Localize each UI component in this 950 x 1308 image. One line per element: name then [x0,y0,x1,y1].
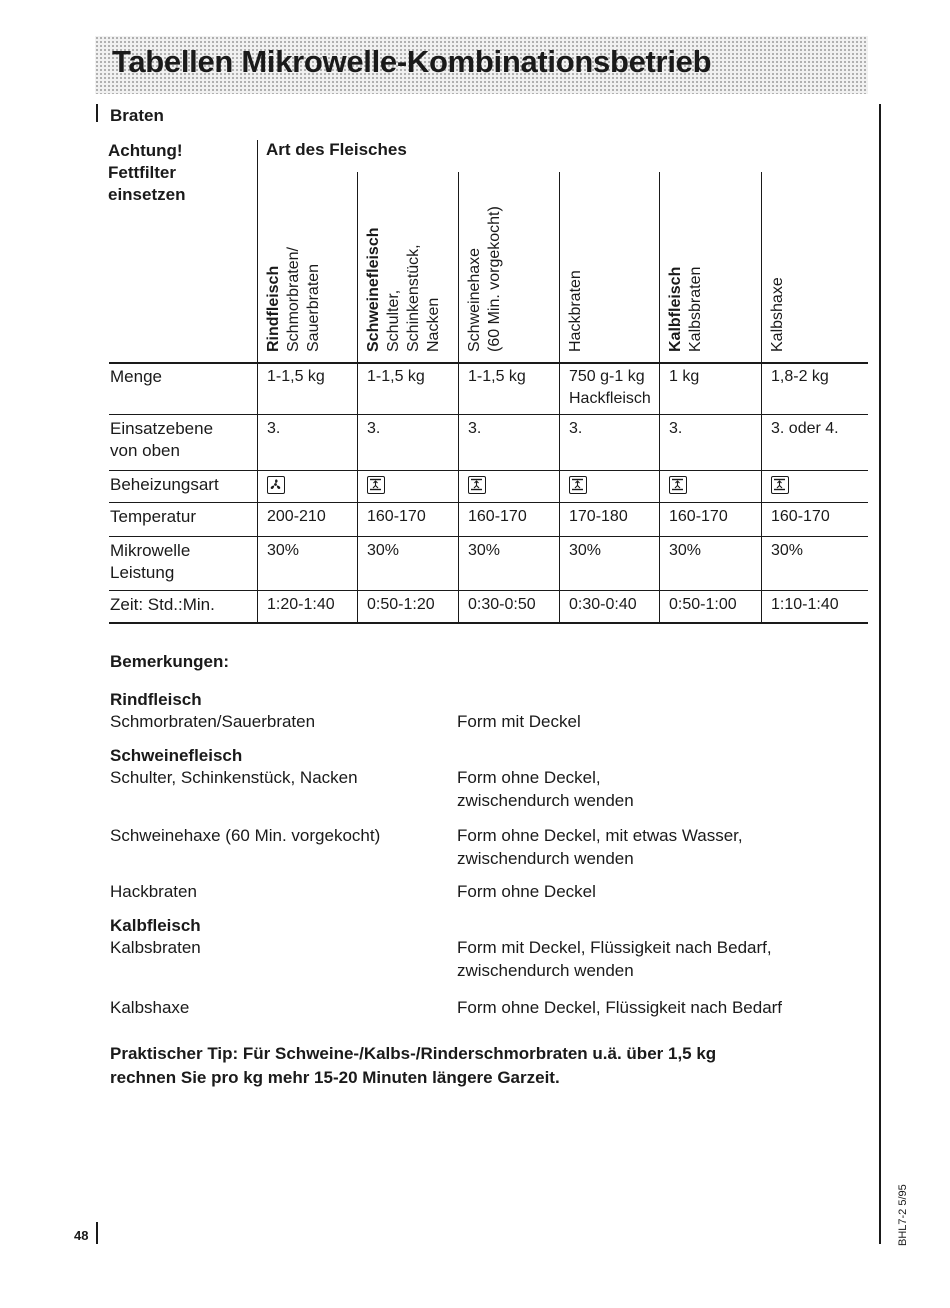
table-row-rule [109,590,868,591]
remark-dish: Kalbsbraten [110,938,201,957]
row-label-line: Leistung [110,563,175,582]
page-title: Tabellen Mikrowelle-Kombinationsbetrieb [112,44,712,79]
table-column-rule [659,172,660,622]
remark-note [457,936,772,982]
remark-note-line: zwischendurch wenden [457,961,634,980]
table-row-rule [109,362,868,364]
table-cell-line: 30% [669,542,702,559]
column-header [264,247,324,352]
table-cell-line: 1-1,5 kg [267,368,325,385]
fan-heating-icon [267,476,285,494]
top-bottom-heat-icon [367,476,385,494]
table-cell-line: 1-1,5 kg [468,368,526,385]
row-label [110,366,162,388]
column-subtitle: (60 Min. vorgekocht) [486,206,503,352]
document-code: BHL7-2 5/95 [897,1184,909,1246]
table-column-rule [458,172,459,622]
left-margin-rule-bottom [96,1222,98,1244]
remark-note-line: Form ohne Deckel, [457,768,601,787]
table-cell [367,506,426,528]
column-header [566,270,586,352]
remark-note-line: Form mit Deckel, Flüssigkeit nach Bedarf, [457,938,772,957]
table-cell [267,366,325,388]
remark-dish: Schweinehaxe (60 Min. vorgekocht) [110,826,381,845]
table-cell [267,594,335,616]
table-cell [367,366,425,388]
column-subtitle: Hackbraten [567,270,584,352]
table-cell [569,366,651,410]
table-cell-line: 3. [468,420,482,437]
table-cell [771,594,839,616]
table-cell-line: 750 g-1 kg [569,368,645,385]
top-bottom-heat-icon [771,476,789,494]
table-cell [771,366,829,388]
table-cell [771,418,839,440]
table-cell [367,418,380,440]
column-subtitle: Schinkenstück, [405,244,422,352]
table-cell-line: 160-170 [669,508,728,525]
remark-category: Kalbfleisch [110,916,201,935]
table-cell-line: 200-210 [267,508,326,525]
table-cell-line: 1:10-1:40 [771,596,839,613]
table-cell-line: 30% [367,542,400,559]
table-cell-line: 1,8-2 kg [771,368,829,385]
table-cell-line: 3. [367,420,381,437]
table-cell [669,366,699,388]
table-cell [569,540,601,562]
column-category: Kalbfleisch [667,266,684,352]
warning-line: Achtung! [108,141,183,160]
remark-note [457,766,634,812]
table-cell-line: 1 kg [669,368,700,385]
remark-dish: Hackbraten [110,882,197,901]
row-label [110,474,219,496]
row-label-line: Temperatur [110,507,196,526]
practical-tip [110,1042,716,1090]
table-cell [468,594,536,616]
table-cell-line: 0:50-1:00 [669,596,737,613]
remark-note-line: Form mit Deckel [457,712,581,731]
row-label-line: Beheizungsart [110,475,219,494]
remark-note [457,710,581,733]
column-subtitle: Nacken [425,297,442,352]
table-column-rule [761,172,762,622]
remark-note-line: Form ohne Deckel, Flüssigkeit nach Bedarf [457,998,783,1017]
table-cell [468,506,527,528]
column-subtitle: Schulter, [385,289,402,352]
table-row-rule [109,470,868,471]
page-number: 48 [74,1228,89,1243]
remark-category: Schweinefleisch [110,746,243,765]
table-cell-line: 0:30-0:50 [468,596,536,613]
remark-note [457,996,782,1019]
table-cell [267,540,299,562]
table-row-rule [109,502,868,503]
remark-note-line: Form ohne Deckel [457,882,596,901]
table-cell [669,418,682,440]
table-cell-line: 0:50-1:20 [367,596,435,613]
row-label [110,594,215,616]
tip-line: rechnen Sie pro kg mehr 15-20 Minuten längere Garzeit. [110,1068,560,1087]
remark-dish: Kalbshaxe [110,998,190,1017]
column-header [364,228,444,353]
table-cell-line: 1-1,5 kg [367,368,425,385]
table-cell-line: 160-170 [771,508,830,525]
column-header [465,206,505,352]
table-row-rule [109,414,868,415]
warning-line: Fettfilter [108,163,176,182]
column-category: Rindfleisch [265,265,282,352]
table-cell-line: 30% [771,542,804,559]
warning-line: einsetzen [108,185,186,204]
table-cell [669,540,701,562]
row-label-line: Menge [110,367,162,386]
warning-note [108,140,185,206]
column-header [666,267,706,352]
table-cell-line: 0:30-0:40 [569,596,637,613]
row-label-line: Zeit: Std.:Min. [110,595,215,614]
tip-line: Praktischer Tip: Für Schweine-/Kalbs-/Rinderschmorbraten u.ä. über 1,5 kg [110,1044,717,1063]
table-cell [771,506,830,528]
table-cell [569,594,637,616]
table-cell-line: 160-170 [468,508,527,525]
table-cell-line: 1:20-1:40 [267,596,335,613]
left-margin-rule-top [96,104,98,122]
table-cell [468,540,500,562]
table-cell-line: 170-180 [569,508,628,525]
table-cell-line: 3. [267,420,281,437]
section-heading: Braten [110,106,164,125]
table-cell [771,540,803,562]
column-header [768,277,788,352]
remark-note-line: zwischendurch wenden [457,849,634,868]
table-cell-line: 3. oder 4. [771,420,839,437]
right-margin-rule [879,104,881,1244]
column-subtitle: Kalbsbraten [687,266,704,352]
table-cell [367,540,399,562]
remark-dish: Schulter, Schinkenstück, Nacken [110,768,358,787]
table-cell-line: 3. [569,420,583,437]
table-cell-line: 30% [569,542,602,559]
table-cell [468,366,526,388]
column-subtitle: Schmorbraten/ [285,247,302,352]
row-label-line: von oben [110,441,180,460]
table-cell [267,506,326,528]
row-label-line: Einsatzebene [110,419,214,438]
table-cell [569,506,628,528]
table-column-rule [357,172,358,622]
table-cell-line: 30% [267,542,300,559]
remark-note [457,880,596,903]
table-cell [669,594,737,616]
art-heading: Art des Fleisches [266,140,407,159]
column-subtitle: Kalbshaxe [769,277,786,352]
table-cell [367,594,435,616]
top-bottom-heat-icon [669,476,687,494]
column-category: Schweinefleisch [365,227,382,352]
row-label [110,418,213,462]
row-label [110,540,190,584]
table-cell-line: 30% [468,542,501,559]
row-label [110,506,196,528]
column-subtitle: Sauerbraten [305,263,322,352]
table-cell [669,506,728,528]
table-cell-line: Hackfleisch [569,390,651,407]
top-bottom-heat-icon [569,476,587,494]
remarks-heading: Bemerkungen: [110,652,230,671]
remark-note-line: zwischendurch wenden [457,791,634,810]
row-label-line: Mikrowelle [110,541,191,560]
table-column-rule [257,140,258,622]
table-cell-line: 3. [669,420,683,437]
table-cell [569,418,582,440]
remark-note [457,824,743,870]
remark-note-line: Form ohne Deckel, mit etwas Wasser, [457,826,743,845]
table-row-rule [109,622,868,624]
remark-category: Rindfleisch [110,690,202,709]
table-cell-line: 160-170 [367,508,426,525]
remark-dish: Schmorbraten/Sauerbraten [110,712,316,731]
table-cell [267,418,280,440]
table-column-rule [559,172,560,622]
top-bottom-heat-icon [468,476,486,494]
table-row-rule [109,536,868,537]
table-cell [468,418,481,440]
column-subtitle: Schweinehaxe [466,247,483,352]
